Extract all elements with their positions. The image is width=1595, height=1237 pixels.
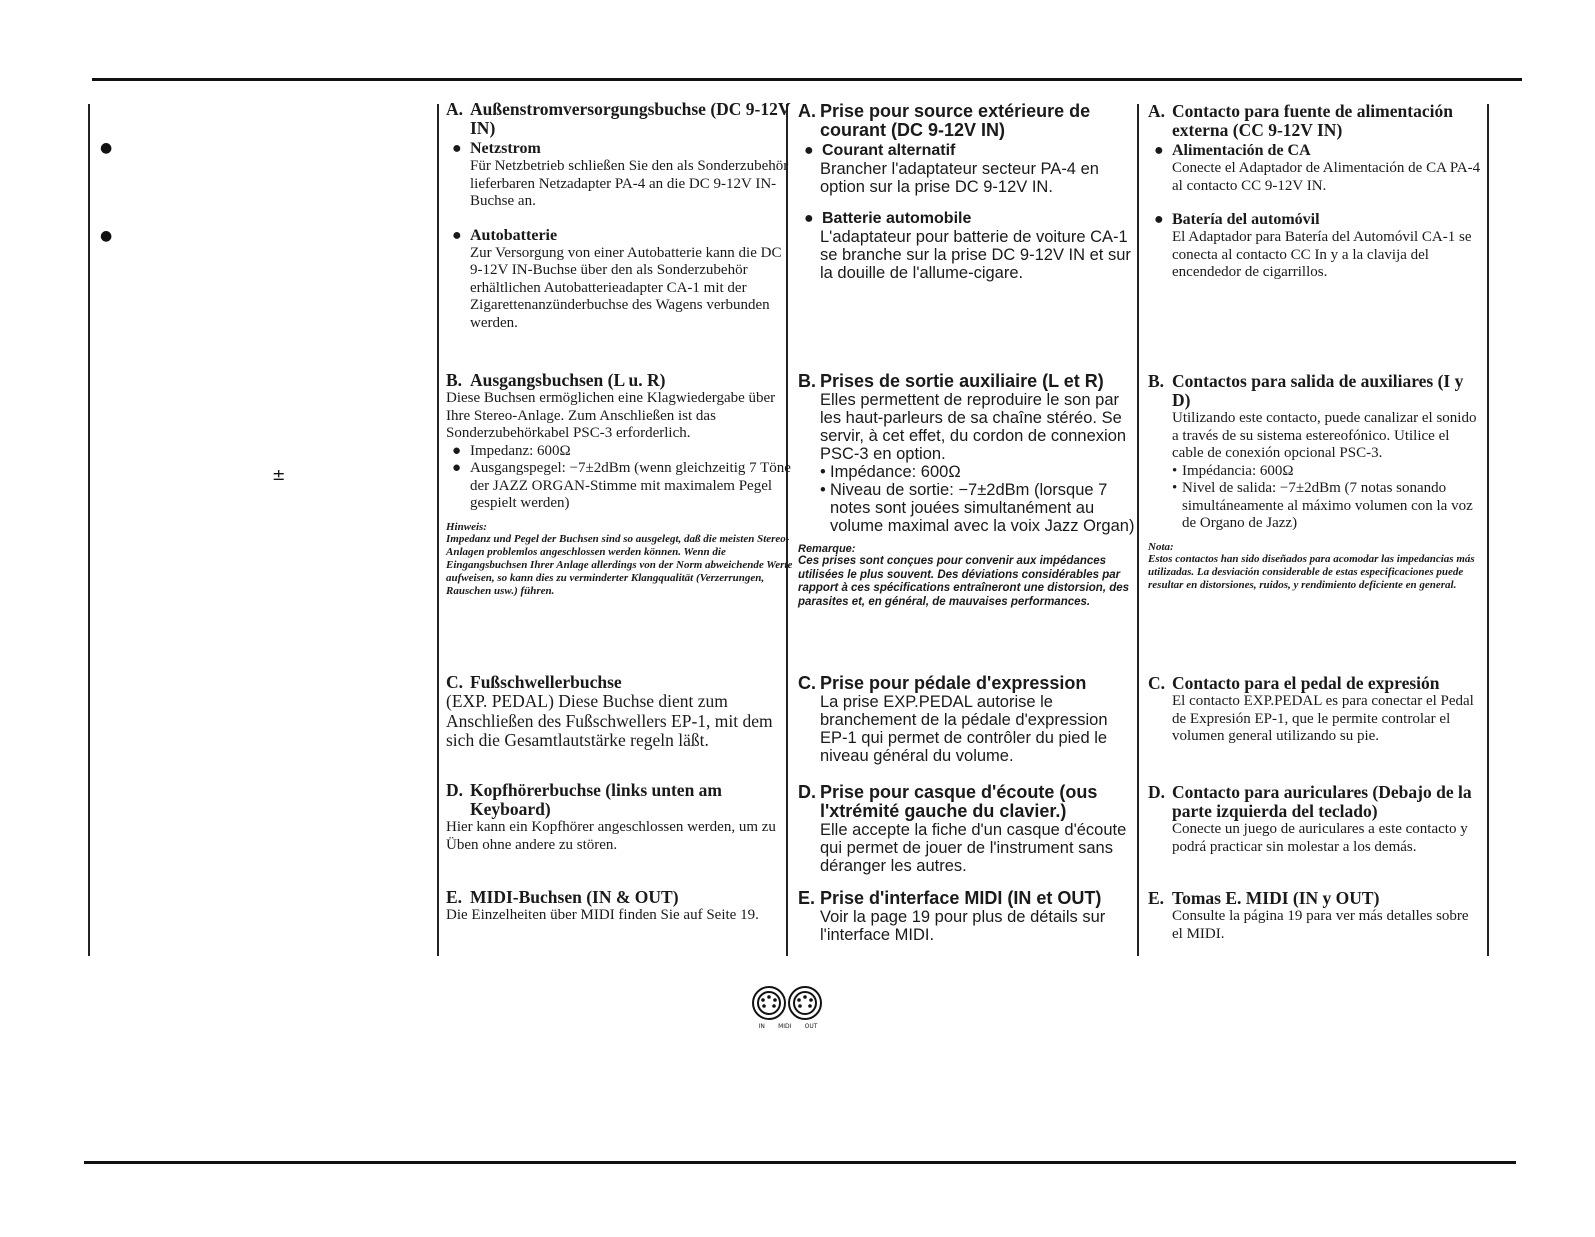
es-b-bullet2: Nivel de salida: −7±2dBm (7 notas sonando simultáneamente al máximo volumen con la voz de Organo de Jazz) <box>1182 480 1473 531</box>
fr-section-c <box>798 674 1136 765</box>
column-french <box>798 100 1136 975</box>
de-e-letter: E. <box>446 887 463 907</box>
fr-a-sub2: Batterie automobile <box>822 210 972 227</box>
de-a-sub1-text: Für Netzbetrieb schließen Sie den als Sonderzubehör lieferbaren Netzadapter PA-4 an die DC 9-12V IN-Buchse an. <box>470 158 789 209</box>
bullet-icon: ● <box>452 460 462 476</box>
de-b-bullet2: Ausgangspegel: −7±2dBm (wenn gleichzeitig 7 Töne der JAZZ ORGAN-Stimme mit maximalem Pegel gespielt werden) <box>470 460 791 511</box>
es-a-title: Contacto para fuente de alimentación externa (CC 9-12V IN) <box>1172 101 1453 140</box>
es-a-sub1-text: Conecte el Adaptador de Alimentación de CA PA-4 al contacto CC 9-12V IN. <box>1172 160 1481 194</box>
de-section-c <box>446 673 796 751</box>
de-section-a <box>446 100 796 332</box>
es-section-c <box>1148 674 1482 746</box>
de-section-d <box>446 781 796 854</box>
margin-plus-minus: ± <box>272 465 286 484</box>
de-b-title: Ausgangsbuchsen (L u. R) <box>470 370 666 390</box>
bullet-icon: ● <box>1154 142 1164 159</box>
fr-section-d <box>798 783 1136 875</box>
divider-de-left <box>437 104 439 956</box>
bullet-icon: • <box>1172 462 1178 479</box>
es-section-e <box>1148 889 1482 943</box>
bullet-icon: ● <box>804 210 814 227</box>
fr-d-text: Elle accepte la fiche d'un casque d'écoute qui permet de jouer de l'instrument sans déranger les autres. <box>820 821 1127 875</box>
de-b-text: Diese Buchsen ermöglichen eine Klagwiedergabe über Ihre Stereo-Anlage. Zum Anschließen ist das Sonderzubehörkabel PSC-3 erforderlich. <box>446 390 776 441</box>
column-german <box>446 100 796 975</box>
fr-a-title: Prise pour source extérieure de courant (DC 9-12V IN) <box>820 101 1091 140</box>
fr-e-title: Prise d'interface MIDI (IN et OUT) <box>820 888 1102 908</box>
fr-e-letter: E. <box>798 888 816 908</box>
bullet-icon: ● <box>452 140 462 157</box>
es-a-sub2-text: El Adaptador para Batería del Automóvil CA-1 se conecta al contacto CC In y a la clavija del encendedor de cigarrillos. <box>1172 229 1472 280</box>
bullet-icon: ● <box>804 142 814 159</box>
es-a-letter: A. <box>1148 101 1166 121</box>
es-c-title: Contacto para el pedal de expresión <box>1172 673 1440 693</box>
de-e-text: Die Einzelheiten über MIDI finden Sie auf Seite 19. <box>446 907 759 923</box>
de-a-sub2-text: Zur Versorgung von einer Autobatterie kann die DC 9-12V IN-Buchse über den als Sonderzubehör erhältlichen Autobatterieadapter CA-1 mit der Zigarettenanzünderbuchse des Wagens verbunden werden. <box>470 244 782 331</box>
top-rule <box>92 78 1522 81</box>
es-c-text: El contacto EXP.PEDAL es para conectar el Pedal de Expresión EP-1, que le permite controlar el volumen general utilizando su pie. <box>1172 693 1474 744</box>
de-a-title: Außenstromversorgungsbuchse (DC 9-12V IN) <box>470 99 791 138</box>
es-note-title: Nota: <box>1148 540 1174 553</box>
de-a-sub2: Autobatterie <box>470 226 558 244</box>
midi-out-jack-icon <box>789 987 821 1019</box>
de-a-letter: A. <box>446 99 464 119</box>
de-c-title: Fußschwellerbuchse <box>470 672 622 692</box>
es-section-d <box>1148 783 1482 856</box>
fr-a-sub1: Courant alternatif <box>822 142 956 159</box>
es-a-sub1: Alimentación de CA <box>1172 142 1311 159</box>
de-c-text: (EXP. PEDAL) Diese Buchse dient zum Anschließen des Fußschwellers EP-1, mit dem sich die Gesamtlautstärke regeln läßt. <box>446 691 773 750</box>
midi-out-label: OUT <box>804 1023 818 1030</box>
fr-b-letter: B. <box>798 371 816 391</box>
divider-fr-es <box>1137 104 1139 956</box>
fr-c-letter: C. <box>798 673 816 693</box>
fr-e-text: Voir la page 19 pour plus de détails sur l'interface MIDI. <box>820 908 1106 944</box>
de-d-title: Kopfhörerbuchse (links unten am Keyboard) <box>470 780 723 819</box>
es-e-text: Consulte la página 19 para ver más detalles sobre el MIDI. <box>1172 908 1469 942</box>
de-b-letter: B. <box>446 370 463 390</box>
es-note-text: Estos contactos han sido diseñados para acomodar las impedancias más utilizadas. La desviación considerable de estas especificaciones puede resultar en distorsiones, ruidos, y rendimiento deficiente en general. <box>1148 552 1475 591</box>
bullet-icon: • <box>820 463 826 481</box>
column-spanish <box>1148 100 1482 975</box>
de-c-letter: C. <box>446 672 464 692</box>
de-e-title: MIDI-Buchsen (IN & OUT) <box>470 887 679 907</box>
es-e-letter: E. <box>1148 888 1165 908</box>
margin-bullet-1: ● <box>100 140 113 156</box>
es-b-title: Contactos para salida de auxiliares (I y D) <box>1172 371 1464 410</box>
de-d-text: Hier kann ein Kopfhörer angeschlossen werden, um zu Üben ohne andere zu stören. <box>446 819 776 853</box>
divider-right <box>1487 104 1489 956</box>
fr-section-b <box>798 372 1136 609</box>
bullet-icon: • <box>1172 480 1178 496</box>
fr-c-title: Prise pour pédale d'expression <box>820 673 1087 693</box>
fr-section-a <box>798 102 1136 282</box>
fr-section-e <box>798 889 1136 944</box>
de-section-e <box>446 888 796 925</box>
es-b-letter: B. <box>1148 371 1165 391</box>
es-d-title: Contacto para auriculares (Debajo de la parte izquierda del teclado) <box>1172 782 1472 821</box>
es-section-a <box>1148 102 1482 282</box>
fr-b-bullet2: Niveau de sortie: −7±2dBm (lorsque 7 notes sont jouées simultanément au volume maximal avec la voix Jazz Organ) <box>830 481 1135 535</box>
bullet-icon: ● <box>452 226 462 244</box>
bottom-rule <box>84 1161 1516 1164</box>
es-e-title: Tomas E. MIDI (IN y OUT) <box>1172 888 1380 908</box>
fr-d-letter: D. <box>798 782 816 802</box>
margin-bullet-2: ● <box>100 228 113 244</box>
midi-label: MIDI <box>778 1023 792 1030</box>
fr-a-sub1-text: Brancher l'adaptateur secteur PA-4 en option sur la prise DC 9-12V IN. <box>820 160 1099 196</box>
es-b-bullet1: Impédancia: 600Ω <box>1182 462 1294 479</box>
es-section-b <box>1148 372 1482 592</box>
midi-labels <box>752 1023 824 1030</box>
es-b-text: Utilizando este contacto, puede canalizar el sonido a través de su sistema estereofónico. Utilice el cable de conexión opcional PSC-3. <box>1172 410 1477 461</box>
de-note-title: Hinweis: <box>446 520 487 533</box>
fr-b-text: Elles permettent de reproduire le son par les haut-parleurs de sa chaîne stéréo. Se servir, à cet effet, du cordon de connexion PSC-3 en option. <box>820 391 1127 463</box>
de-b-bullet1: Impedanz: 600Ω <box>470 442 571 459</box>
bullet-icon: ● <box>452 442 462 459</box>
midi-in-label: IN <box>758 1023 765 1030</box>
fr-note-title: Remarque: <box>798 543 856 555</box>
bullet-icon: ● <box>1154 211 1164 228</box>
fr-b-title: Prises de sortie auxiliaire (L et R) <box>820 371 1104 391</box>
es-c-letter: C. <box>1148 673 1166 693</box>
fr-a-letter: A. <box>798 101 816 121</box>
de-d-letter: D. <box>446 780 464 800</box>
de-section-b <box>446 371 796 598</box>
bullet-icon: • <box>820 481 826 499</box>
fr-b-bullet1: Impédance: 600Ω <box>830 463 961 481</box>
fr-a-sub2-text: L'adaptateur pour batterie de voiture CA-1 se branche sur la prise DC 9-12V IN et sur la douille de l'allume-cigare. <box>820 228 1131 282</box>
es-d-text: Conecte un juego de auriculares a este contacto y podrá practicar sin molestar a los demás. <box>1172 821 1468 855</box>
midi-in-jack-icon <box>753 987 785 1019</box>
es-d-letter: D. <box>1148 782 1166 802</box>
fr-note-text: Ces prises sont conçues pour convenir aux impédances utilisées le plus souvent. Des déviations considérables par rapport à ces spécifications entraîneront une distorsion, des parasites et, en général, de mauvaises performances. <box>798 555 1130 608</box>
de-a-sub1: Netzstrom <box>470 140 541 157</box>
es-a-sub2: Batería del automóvil <box>1172 211 1320 228</box>
divider-left <box>88 104 90 956</box>
de-note-text: Impedanz und Pegel der Buchsen sind so ausgelegt, daß die meisten Stereo-Anlagen problemlos angeschlossen werden können. Wenn die Eingangsbuchsen Ihrer Anlage allerdings von der Norm abweichende Werte aufweisen, so kann dies zu verminderter Klangqualität (Verzerrungen, Rauschen usw.) führen. <box>446 532 793 597</box>
fr-d-title: Prise pour casque d'écoute (ous l'xtrémité gauche du clavier.) <box>820 782 1098 821</box>
fr-c-text: La prise EXP.PEDAL autorise le branchement de la pédale d'expression EP-1 qui permet de contrôler du pied le niveau général du volume. <box>820 693 1108 765</box>
